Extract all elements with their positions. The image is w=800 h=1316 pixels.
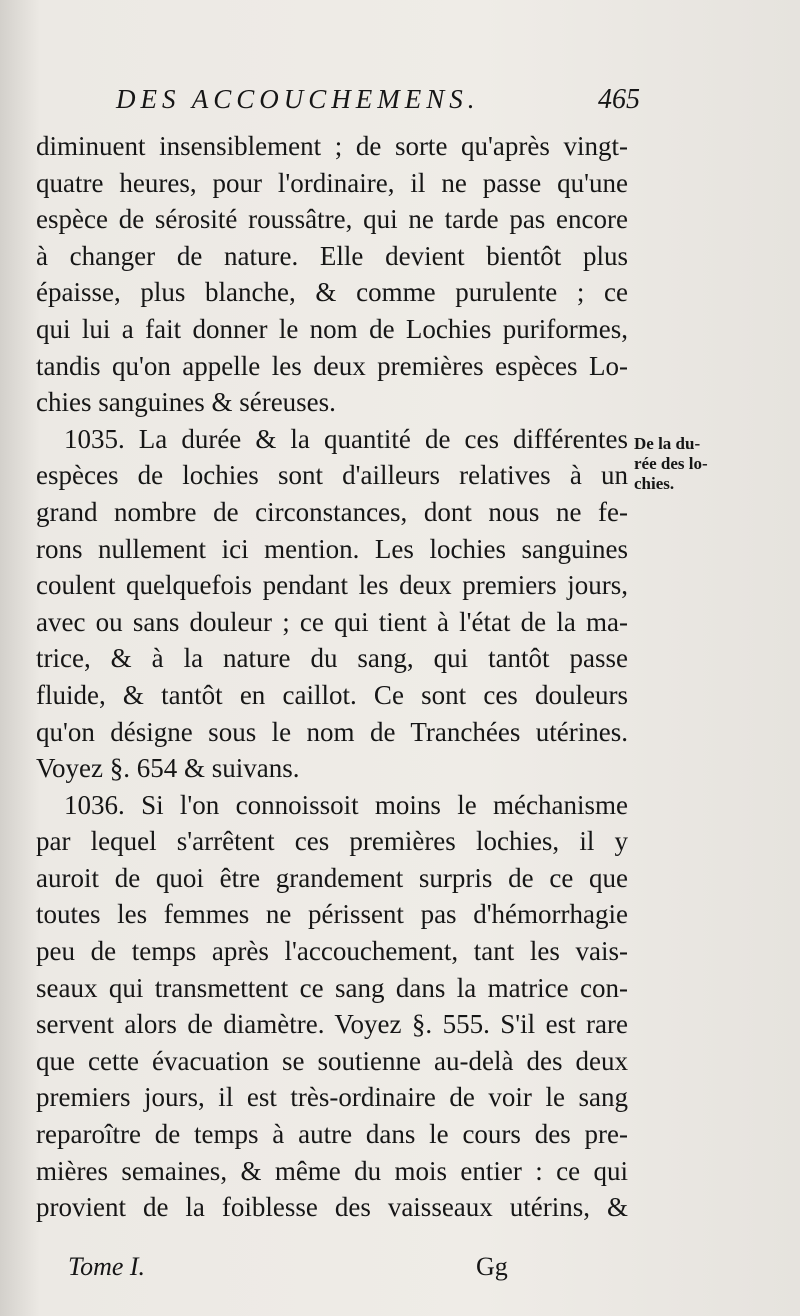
text-line: qu'on désigne sous le nom de Tranchées utérines.: [36, 716, 628, 747]
text-line: espèces de lochies sont d'ailleurs relatives à un: [36, 460, 628, 491]
text-line: mières semaines, & même du mois entier : ce qui: [36, 1155, 628, 1186]
text-line: que cette évacuation se soutienne au-delà des deux: [36, 1045, 628, 1076]
page-header: [110, 80, 640, 122]
text-line: peu de temps après l'accouchement, tant les vais-: [36, 936, 628, 967]
text-line: grand nombre de circonstances, dont nous ne fe-: [36, 496, 628, 527]
text-line: reparoître de temps à autre dans le cours des pre-: [36, 1119, 628, 1150]
text-line: par lequel s'arrêtent ces premières lochies, il y: [36, 826, 628, 857]
text-line: premiers jours, il est très-ordinaire de voir le sang: [36, 1082, 628, 1113]
page-number: 465: [598, 84, 640, 115]
text-line: trice, & à la nature du sang, qui tantôt passe: [36, 643, 628, 674]
running-title: DES ACCOUCHEMENS.: [116, 84, 480, 114]
margin-note-line: chies.: [634, 474, 675, 493]
text-line: servent alors de diamètre. Voyez §. 555. S'il est rare: [36, 1009, 628, 1040]
margin-note: [634, 434, 754, 494]
margin-note-line: rée des lo-: [634, 454, 708, 473]
text-line: fluide, & tantôt en caillot. Ce sont ces douleurs: [36, 679, 628, 710]
text-line: avec ou sans douleur ; ce qui tient à l'état de la ma-: [36, 606, 628, 637]
text-line: tandis qu'on appelle les deux premières espèces Lo-: [36, 350, 628, 381]
text-line: qui lui a fait donner le nom de Lochies puriformes,: [36, 313, 628, 344]
signature-mark: Gg: [476, 1252, 508, 1281]
body-text: [36, 128, 628, 1226]
text-line: rons nullement ici mention. Les lochies sanguines: [36, 533, 628, 564]
text-line: diminuent insensiblement ; de sorte qu'après vingt-: [36, 131, 628, 161]
text-line: seaux qui transmettent ce sang dans la matrice con-: [36, 972, 628, 1003]
text-line: quatre heures, pour l'ordinaire, il ne passe qu'une: [36, 167, 628, 198]
paragraph-1035-start: 1035. La durée & la quantité de ces différentes: [64, 423, 628, 454]
paragraph-1036-start: 1036. Si l'on connoissoit moins le méchanisme: [64, 789, 628, 820]
margin-note-line: De la du-: [634, 434, 701, 453]
text-line: provient de la foiblesse des vaisseaux utérins, &: [36, 1192, 628, 1223]
text-line: espèce de sérosité roussâtre, qui ne tarde pas encore: [36, 204, 628, 235]
page-footer: [68, 1248, 538, 1288]
volume-label: Tome I.: [68, 1252, 146, 1281]
text-line: Voyez §. 654 & suivans.: [36, 753, 300, 784]
text-line: coulent quelquefois pendant les deux premiers jours,: [36, 570, 628, 601]
text-line: chies sanguines & séreuses.: [36, 387, 336, 418]
text-line: à changer de nature. Elle devient bientôt plus: [36, 240, 628, 271]
text-line: toutes les femmes ne périssent pas d'hémorrhagie: [36, 899, 628, 930]
text-line: épaisse, plus blanche, & comme purulente ; ce: [36, 277, 628, 308]
text-line: auroit de quoi être grandement surpris de ce que: [36, 862, 628, 893]
